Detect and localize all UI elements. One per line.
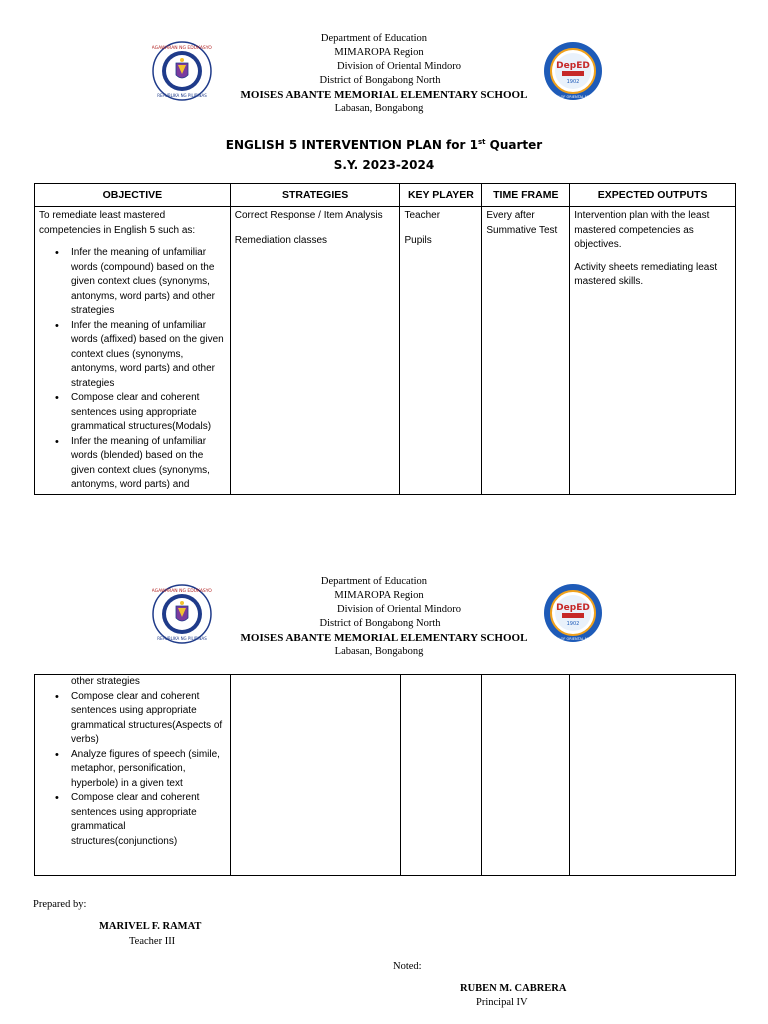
division-line: Division of Oriental Mindoro: [337, 61, 461, 72]
output-item: Intervention plan with the least mastered competencies as objectives.: [574, 210, 710, 250]
svg-text:DepED: DepED: [556, 61, 590, 71]
strategies-cell: [230, 675, 400, 876]
col-key-player: KEY PLAYER: [400, 184, 482, 207]
competency-continuation: other strategies: [71, 676, 140, 687]
list-item: • Infer the meaning of unfamiliar words (affixed) based on the given context clues (synonyms, antonyms, word parts) and other strategies: [71, 319, 226, 392]
outputs-cell: [570, 675, 736, 876]
svg-text:REPUBLIKA NG PILIPINAS: REPUBLIKA NG PILIPINAS: [157, 636, 207, 641]
col-time-frame: TIME FRAME: [482, 184, 570, 207]
time-frame-cell: [482, 207, 570, 495]
outputs-cell: [570, 207, 736, 495]
svg-text:1902: 1902: [566, 621, 580, 627]
svg-text:KAGAWARAN NG EDUKASYON: KAGAWARAN NG EDUKASYON: [152, 46, 212, 51]
strategy-item: Correct Response / Item Analysis: [234, 210, 383, 221]
list-item: • Compose clear and coherent sentences using appropriate grammatical structures(Modals): [71, 391, 226, 435]
region-line: MIMAROPA Region: [334, 590, 424, 601]
svg-text:KAGAWARAN NG EDUKASYON: KAGAWARAN NG EDUKASYON: [152, 589, 212, 594]
objective-intro: To remediate least mastered competencies in English 5 such as:: [39, 210, 196, 236]
key-player-cell: [400, 675, 482, 876]
key-player-cell: [400, 207, 482, 495]
department-line: Department of Education: [320, 576, 428, 587]
list-item: • Compose clear and coherent sentences using appropriate grammatical structures(conjunctions): [71, 791, 226, 849]
letterhead-page-1: [0, 32, 768, 116]
svg-text:1902: 1902: [566, 79, 580, 85]
time-frame-text: Every after Summative Test: [486, 210, 558, 236]
school-name: MOISES ABANTE MEMORIAL ELEMENTARY SCHOOL: [240, 89, 528, 101]
svg-text:REPUBLIKA NG PILIPINAS: REPUBLIKA NG PILIPINAS: [157, 93, 207, 98]
prepared-by-name: MARIVEL F. RAMAT: [99, 921, 202, 932]
key-player-item: Pupils: [404, 234, 432, 246]
school-name: MOISES ABANTE MEMORIAL ELEMENTARY SCHOOL: [240, 632, 528, 644]
key-player-item: Teacher: [404, 210, 441, 221]
objective-cell: [35, 207, 231, 495]
list-item: • Compose clear and coherent sentences using appropriate grammatical structures(Aspects of verbs): [71, 690, 226, 748]
svg-text:DIVISION OF ORIENTAL MINDORO: DIVISION OF ORIENTAL MINDORO: [543, 637, 603, 641]
department-line: Department of Education: [320, 33, 428, 44]
district-line: District of Bongabong North: [319, 75, 441, 86]
address-line: Labasan, Bongabong: [334, 103, 424, 114]
district-line: District of Bongabong North: [319, 618, 441, 629]
col-objective: OBJECTIVE: [35, 184, 231, 207]
intervention-table-page-2: [34, 674, 736, 876]
svg-text:DIVISION OF ORIENTAL MINDORO: DIVISION OF ORIENTAL MINDORO: [543, 95, 603, 99]
output-item: Activity sheets remediating least mastered skills.: [574, 261, 718, 287]
time-frame-cell: [482, 675, 570, 876]
list-item: • Infer the meaning of unfamiliar words (compound) based on the given context clues (synonyms, antonyms, word parts) and other strategies: [71, 246, 226, 319]
competency-list: [39, 246, 226, 493]
strategy-item: Remediation classes: [234, 234, 328, 246]
list-item: • Infer the meaning of unfamiliar words (blended) based on the given context clues (synonyms, antonyms, word parts) and: [71, 435, 226, 493]
letterhead-page-2: [0, 575, 768, 659]
col-strategies: STRATEGIES: [230, 184, 400, 207]
competency-list: [39, 675, 226, 849]
region-line: MIMAROPA Region: [334, 47, 424, 58]
objective-cell: [35, 675, 231, 876]
prepared-by-title: Teacher III: [129, 936, 176, 947]
noted-by-title: Principal IV: [476, 997, 528, 1008]
col-expected-outputs: EXPECTED OUTPUTS: [570, 184, 736, 207]
plan-title: ENGLISH 5 INTERVENTION PLAN for 1st Quarter S.Y. 2023-2024: [0, 132, 768, 175]
intervention-table-page-1: [34, 183, 736, 495]
division-line: Division of Oriental Mindoro: [337, 604, 461, 615]
table-header-row: [35, 184, 736, 207]
school-year: S.Y. 2023-2024: [333, 158, 435, 172]
prepared-by-label: Prepared by:: [33, 899, 87, 910]
table-row: [35, 675, 736, 876]
list-item: • Analyze figures of speech (simile, metaphor, personification, hyperbole) in a given text: [71, 748, 226, 792]
address-line: Labasan, Bongabong: [334, 646, 424, 657]
noted-label: Noted:: [393, 961, 422, 972]
table-row: [35, 207, 736, 495]
noted-by-name: RUBEN M. CABRERA: [460, 983, 567, 994]
svg-text:DepED: DepED: [556, 603, 590, 613]
strategies-cell: [230, 207, 400, 495]
